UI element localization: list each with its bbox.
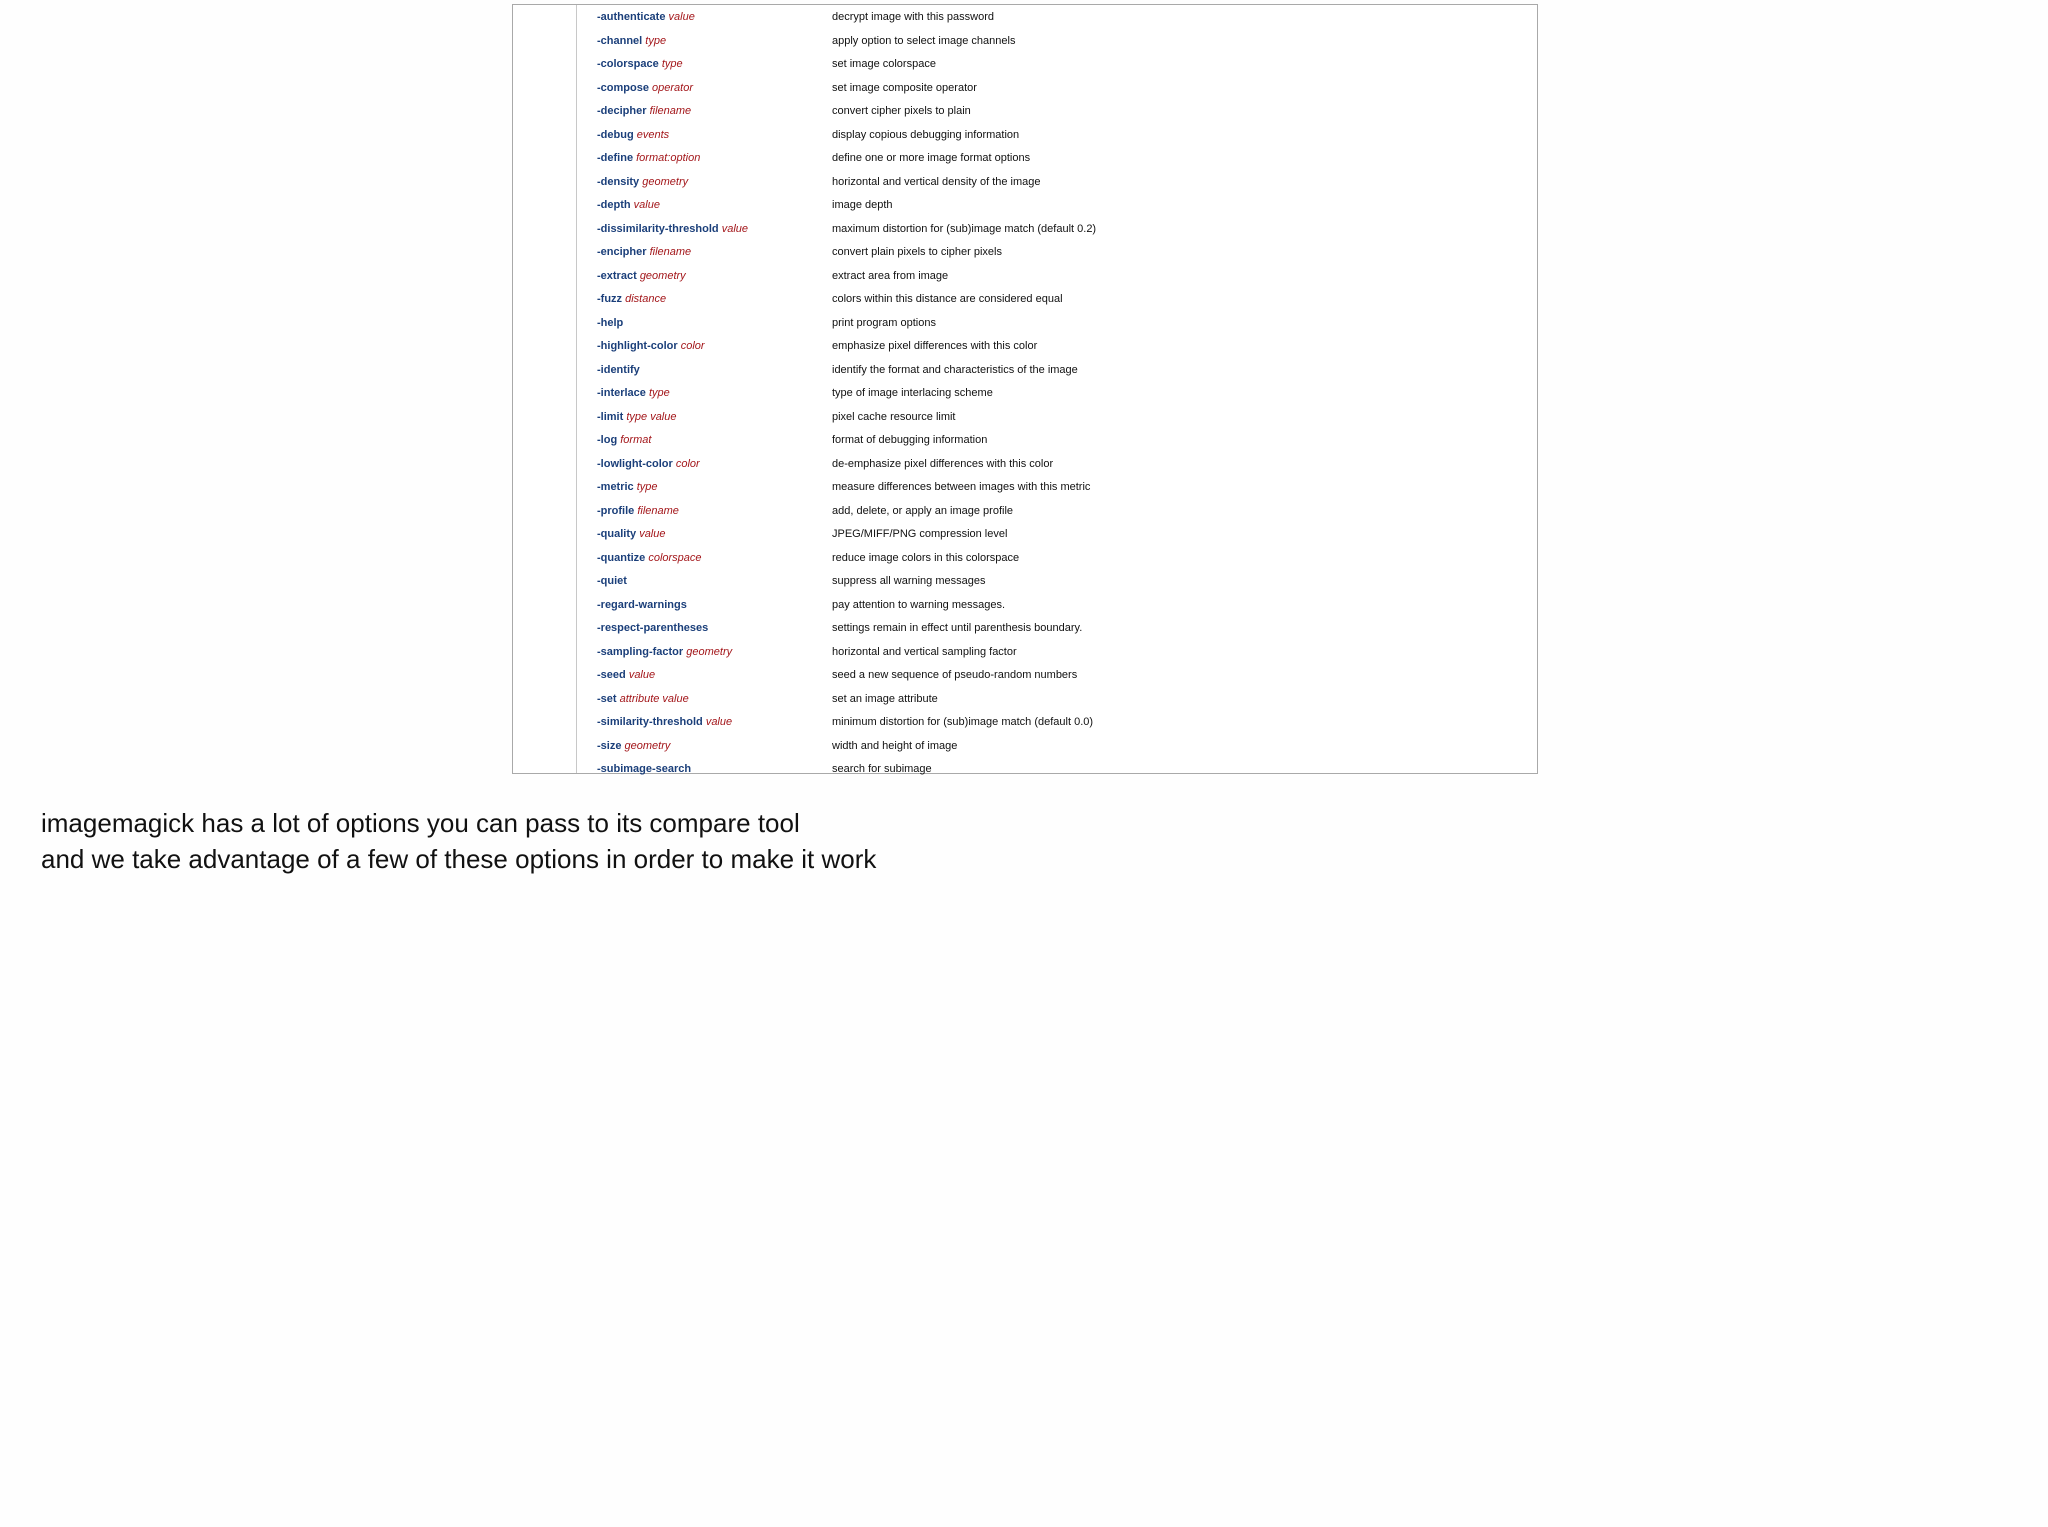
option-row [597,171,1537,195]
option-description: measure differences between images with this metric [832,481,1091,494]
option-argument: filename [649,105,692,118]
option-row [597,594,1537,618]
option-argument: type [648,387,670,400]
option-description: maximum distortion for (sub)image match (default 0.2) [832,222,1097,235]
option-row [597,30,1537,54]
option-argument: type [645,34,667,47]
option-row [597,265,1537,289]
option-syntax [597,200,832,211]
option-syntax [597,576,832,587]
option-flag: -seed [597,669,626,682]
option-argument: value [705,716,733,729]
option-row [597,500,1537,524]
option-syntax [597,36,832,47]
option-argument: operator [652,81,694,94]
option-description: pixel cache resource limit [832,410,956,423]
option-argument: type [661,58,683,71]
option-argument: events [636,128,670,141]
option-description: set image composite operator [832,81,977,94]
option-description: identify the format and characteristics of the image [832,363,1078,376]
option-description: pay attention to warning messages. [832,598,1006,611]
option-flag: -fuzz [597,293,623,306]
option-description: set image colorspace [832,58,936,71]
option-flag: -define [597,152,634,165]
option-description: set an image attribute [832,692,938,705]
option-syntax [597,717,832,728]
option-flag: -debug [597,128,634,141]
option-syntax [597,271,832,282]
options-list [597,6,1537,782]
option-syntax [597,247,832,258]
option-row [597,124,1537,148]
option-description: image depth [832,199,893,212]
option-description: reduce image colors in this colorspace [832,551,1020,564]
option-row [597,77,1537,101]
option-flag: -dissimilarity-threshold [597,222,719,235]
option-row [597,735,1537,759]
option-flag: -identify [597,363,640,376]
option-syntax [597,764,832,775]
option-argument: attribute value [619,692,689,705]
option-flag: -lowlight-color [597,457,673,470]
option-flag: -decipher [597,105,647,118]
option-row [597,53,1537,77]
option-row [597,288,1537,312]
option-description: add, delete, or apply an image profile [832,504,1014,517]
option-syntax [597,224,832,235]
option-description: convert cipher pixels to plain [832,105,971,118]
option-row [597,664,1537,688]
option-row [597,476,1537,500]
option-flag: -limit [597,410,624,423]
option-syntax [597,553,832,564]
option-syntax [597,365,832,376]
option-argument: geometry [639,269,686,282]
option-row [597,523,1537,547]
option-argument: filename [649,246,692,259]
option-argument: color [675,457,700,470]
option-syntax [597,412,832,423]
slide-caption [41,805,876,877]
option-argument: value [628,669,656,682]
option-argument: distance [625,293,667,306]
option-row [597,711,1537,735]
option-row [597,758,1537,782]
option-description: horizontal and vertical sampling factor [832,645,1017,658]
option-row [597,617,1537,641]
option-flag: -respect-parentheses [597,622,709,635]
option-syntax [597,647,832,658]
option-row [597,100,1537,124]
option-flag: -quantize [597,551,646,564]
option-flag: -sampling-factor [597,645,684,658]
option-flag: -compose [597,81,649,94]
option-row [597,382,1537,406]
option-row [597,570,1537,594]
option-row [597,453,1537,477]
option-flag: -regard-warnings [597,598,687,611]
option-syntax [597,482,832,493]
option-syntax [597,318,832,329]
option-description: search for subimage [832,763,932,776]
option-row [597,194,1537,218]
option-flag: -highlight-color [597,340,678,353]
option-argument: color [680,340,705,353]
option-argument: format:option [636,152,701,165]
option-syntax [597,529,832,540]
option-argument: geometry [686,645,733,658]
option-argument: value [633,199,660,212]
option-description: format of debugging information [832,434,988,447]
option-argument: format [620,434,652,447]
option-syntax [597,294,832,305]
option-description: define one or more image format options [832,152,1031,165]
option-description: extract area from image [832,269,949,282]
table-gutter-divider [576,5,577,773]
option-row [597,241,1537,265]
option-description: settings remain in effect until parenthesis boundary. [832,622,1083,635]
option-syntax [597,435,832,446]
option-description: horizontal and vertical density of the image [832,175,1041,188]
option-row [597,547,1537,571]
option-row [597,312,1537,336]
option-flag: -authenticate [597,11,666,24]
option-description: apply option to select image channels [832,34,1016,47]
option-flag: -extract [597,269,637,282]
option-syntax [597,341,832,352]
option-syntax [597,600,832,611]
option-flag: -subimage-search [597,763,692,776]
option-syntax [597,741,832,752]
option-row [597,406,1537,430]
option-flag: -metric [597,481,634,494]
option-flag: -help [597,316,624,329]
option-syntax [597,12,832,23]
option-syntax [597,177,832,188]
option-description: emphasize pixel differences with this color [832,340,1038,353]
option-argument: geometry [642,175,689,188]
option-syntax [597,153,832,164]
option-row [597,641,1537,665]
option-flag: -channel [597,34,643,47]
option-row [597,218,1537,242]
option-flag: -quiet [597,575,627,588]
option-flag: -size [597,739,622,752]
option-flag: -set [597,692,617,705]
caption-line-2: and we take advantage of a few of these options in order to make it work [41,844,877,874]
caption-line-1: imagemagick has a lot of options you can pass to its compare tool [41,808,800,838]
option-row [597,6,1537,30]
option-description: convert plain pixels to cipher pixels [832,246,1002,259]
option-syntax [597,130,832,141]
option-description: colors within this distance are considered equal [832,293,1063,306]
option-argument: type [636,481,658,494]
option-flag: -profile [597,504,635,517]
option-description: suppress all warning messages [832,575,986,588]
option-description: display copious debugging information [832,128,1020,141]
option-flag: -encipher [597,246,647,259]
option-flag: -interlace [597,387,646,400]
option-argument: type value [626,410,677,423]
option-description: type of image interlacing scheme [832,387,993,400]
option-description: decrypt image with this password [832,11,995,24]
option-argument: value [639,528,666,541]
option-syntax [597,623,832,634]
option-description: JPEG/MIFF/PNG compression level [832,528,1008,541]
option-description: de-emphasize pixel differences with this color [832,457,1054,470]
option-syntax [597,670,832,681]
option-syntax [597,506,832,517]
option-description: seed a new sequence of pseudo-random numbers [832,669,1078,682]
option-row [597,688,1537,712]
options-table-screenshot [512,4,1538,774]
option-syntax [597,106,832,117]
option-description: minimum distortion for (sub)image match (default 0.0) [832,716,1094,729]
option-syntax [597,59,832,70]
option-syntax [597,459,832,470]
option-description: width and height of image [832,739,958,752]
option-argument: value [721,222,748,235]
option-row [597,359,1537,383]
option-flag: -depth [597,199,631,212]
option-syntax [597,694,832,705]
option-flag: -colorspace [597,58,659,71]
option-argument: colorspace [648,551,702,564]
option-argument: filename [637,504,679,517]
option-row [597,147,1537,171]
option-flag: -density [597,175,640,188]
option-row [597,335,1537,359]
option-flag: -similarity-threshold [597,716,703,729]
option-flag: -quality [597,528,637,541]
option-argument: geometry [624,739,671,752]
option-flag: -log [597,434,618,447]
option-description: print program options [832,316,936,329]
option-row [597,429,1537,453]
option-syntax [597,83,832,94]
option-argument: value [668,11,695,24]
option-syntax [597,388,832,399]
